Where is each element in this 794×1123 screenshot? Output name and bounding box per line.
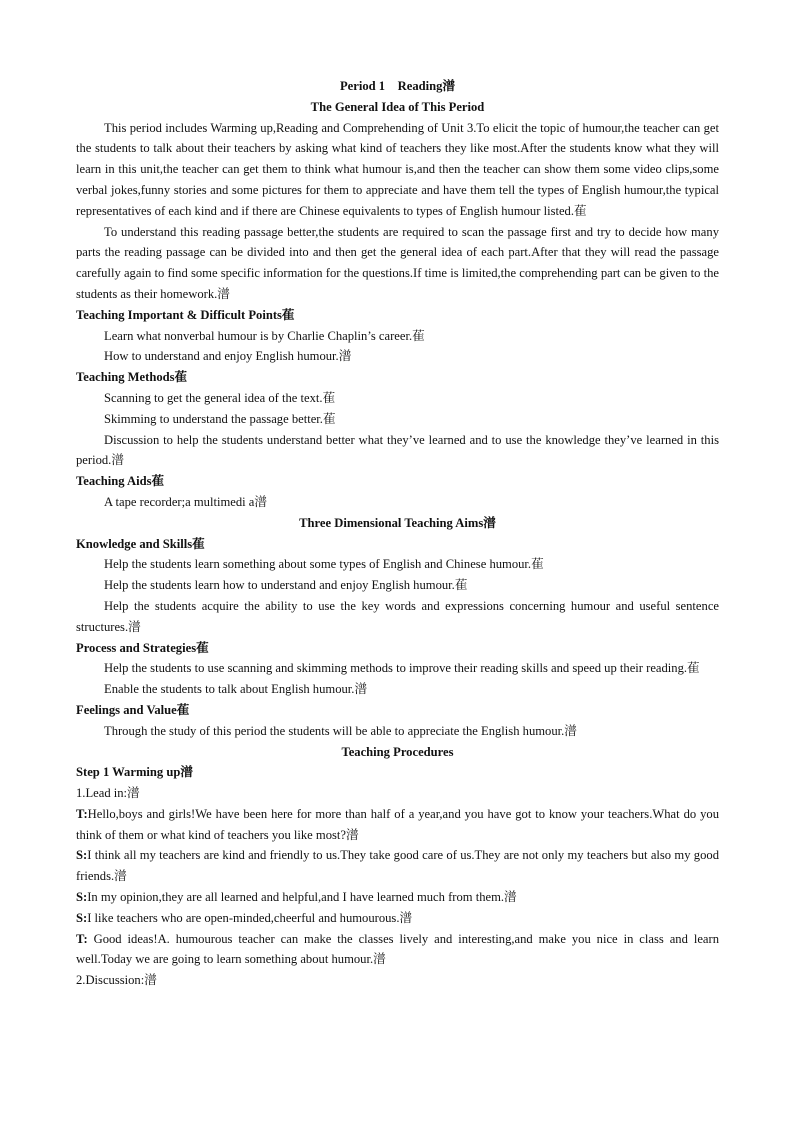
important-point-item: How to understand and enjoy English humour.潽 bbox=[104, 349, 352, 364]
feelings-heading: Feelings and Value萑 bbox=[76, 702, 190, 717]
important-point-item: Learn what nonverbal humour is by Charlie Chaplin’s career.萑 bbox=[104, 328, 425, 343]
method-item: Scanning to get the general idea of the text.萑 bbox=[104, 390, 336, 405]
process-item: Enable the students to talk about English humour.潽 bbox=[104, 682, 368, 697]
general-idea-paragraph-2: To understand this reading passage better,the students are required to scan the passage first and try to decide how many parts the reading passage can be divided into and then get the general idea of each part.After that they will read the passage carefully again to find some specific information for the questions.If time is limited,the comprehending part can be given to the students as their homework.潽 bbox=[76, 224, 719, 301]
teaching-aims-title: Three Dimensional Teaching Aims潽 bbox=[299, 515, 496, 530]
process-paragraph: Help the students to use scanning and skimming methods to improve their reading skills and speed up their reading.萑 bbox=[104, 661, 700, 676]
dialogue-line bbox=[76, 929, 719, 971]
step1-heading: Step 1 Warming up潽 bbox=[76, 765, 193, 780]
period-title: Period 1 Reading潽 bbox=[339, 79, 456, 93]
speaker-label: S: bbox=[76, 848, 88, 863]
aid-item: A tape recorder;a multimedi a潽 bbox=[104, 494, 267, 509]
speaker-label: S: bbox=[76, 890, 88, 905]
dialogue-line bbox=[76, 845, 719, 887]
general-idea-title: The General Idea of This Period bbox=[310, 99, 485, 114]
method-item: Skimming to understand the passage better.萑 bbox=[104, 411, 336, 426]
dialogue-text: In my opinion,they are all learned and helpful,and I have learned much from them.潽 bbox=[87, 890, 517, 905]
process-heading: Process and Strategies萑 bbox=[76, 640, 209, 655]
feelings-item: Through the study of this period the students will be able to appreciate the English humour.潽 bbox=[104, 723, 577, 738]
dialogue-line bbox=[76, 887, 719, 908]
lead-in-label: 1.Lead in:潽 bbox=[76, 786, 140, 801]
speaker-label: S: bbox=[76, 910, 88, 925]
method-discussion: Discussion to help the students understand better what they’ve learned and to use the knowledge they’ve learned in this period.潽 bbox=[76, 432, 719, 468]
speaker-label: T: bbox=[76, 806, 88, 821]
general-idea-paragraph-1: This period includes Warming up,Reading and Comprehending of Unit 3.To elicit the topic of humour,the teacher can get the students to talk about their teachers by asking what kind of teachers they like most.After the students know what they will learn in this unit,the teacher can get them to think what humour is,and then the teacher can show them some video clips,some verbal jokes,funny stories and some pictures for them to appreciate and have them tell the types of English humour,the typical representatives of each kind and if there are Chinese equivalents to types of English humour listed.萑 bbox=[76, 120, 719, 218]
dialogue-text: I like teachers who are open-minded,cheerful and humourous.潽 bbox=[87, 910, 413, 925]
document-page bbox=[76, 76, 719, 991]
methods-heading: Teaching Methods萑 bbox=[76, 370, 188, 385]
knowledge-heading: Knowledge and Skills萑 bbox=[76, 536, 205, 551]
important-points-heading: Teaching Important & Difficult Points萑 bbox=[76, 307, 295, 322]
dialogue-text: Hello,boys and girls!We have been here for more than half of a year,and you have got to know your teachers.What do you think of them or what kind of teachers you like most?潽 bbox=[76, 806, 719, 842]
knowledge-paragraph: Help the students acquire the ability to use the key words and expressions concerning humour and useful sentence structures.潽 bbox=[76, 598, 719, 634]
knowledge-item: Help the students learn something about some types of English and Chinese humour.萑 bbox=[104, 557, 544, 572]
discussion-label: 2.Discussion:潽 bbox=[76, 973, 157, 988]
speaker-label: T: bbox=[76, 931, 88, 946]
aids-heading: Teaching Aids萑 bbox=[76, 474, 165, 489]
procedures-title: Teaching Procedures bbox=[341, 744, 454, 759]
dialogue-line bbox=[76, 908, 719, 929]
dialogue-text: Good ideas!A. humourous teacher can make the classes lively and interesting,and make you nice in class and learn well.Today we are going to learn something about humour.潽 bbox=[76, 931, 719, 967]
knowledge-item: Help the students learn how to understand and enjoy English humour.萑 bbox=[104, 578, 468, 593]
dialogue-line bbox=[76, 804, 719, 846]
dialogue-text: I think all my teachers are kind and friendly to us.They take good care of us.They are not only my teachers but also my good friends.潽 bbox=[76, 848, 719, 884]
